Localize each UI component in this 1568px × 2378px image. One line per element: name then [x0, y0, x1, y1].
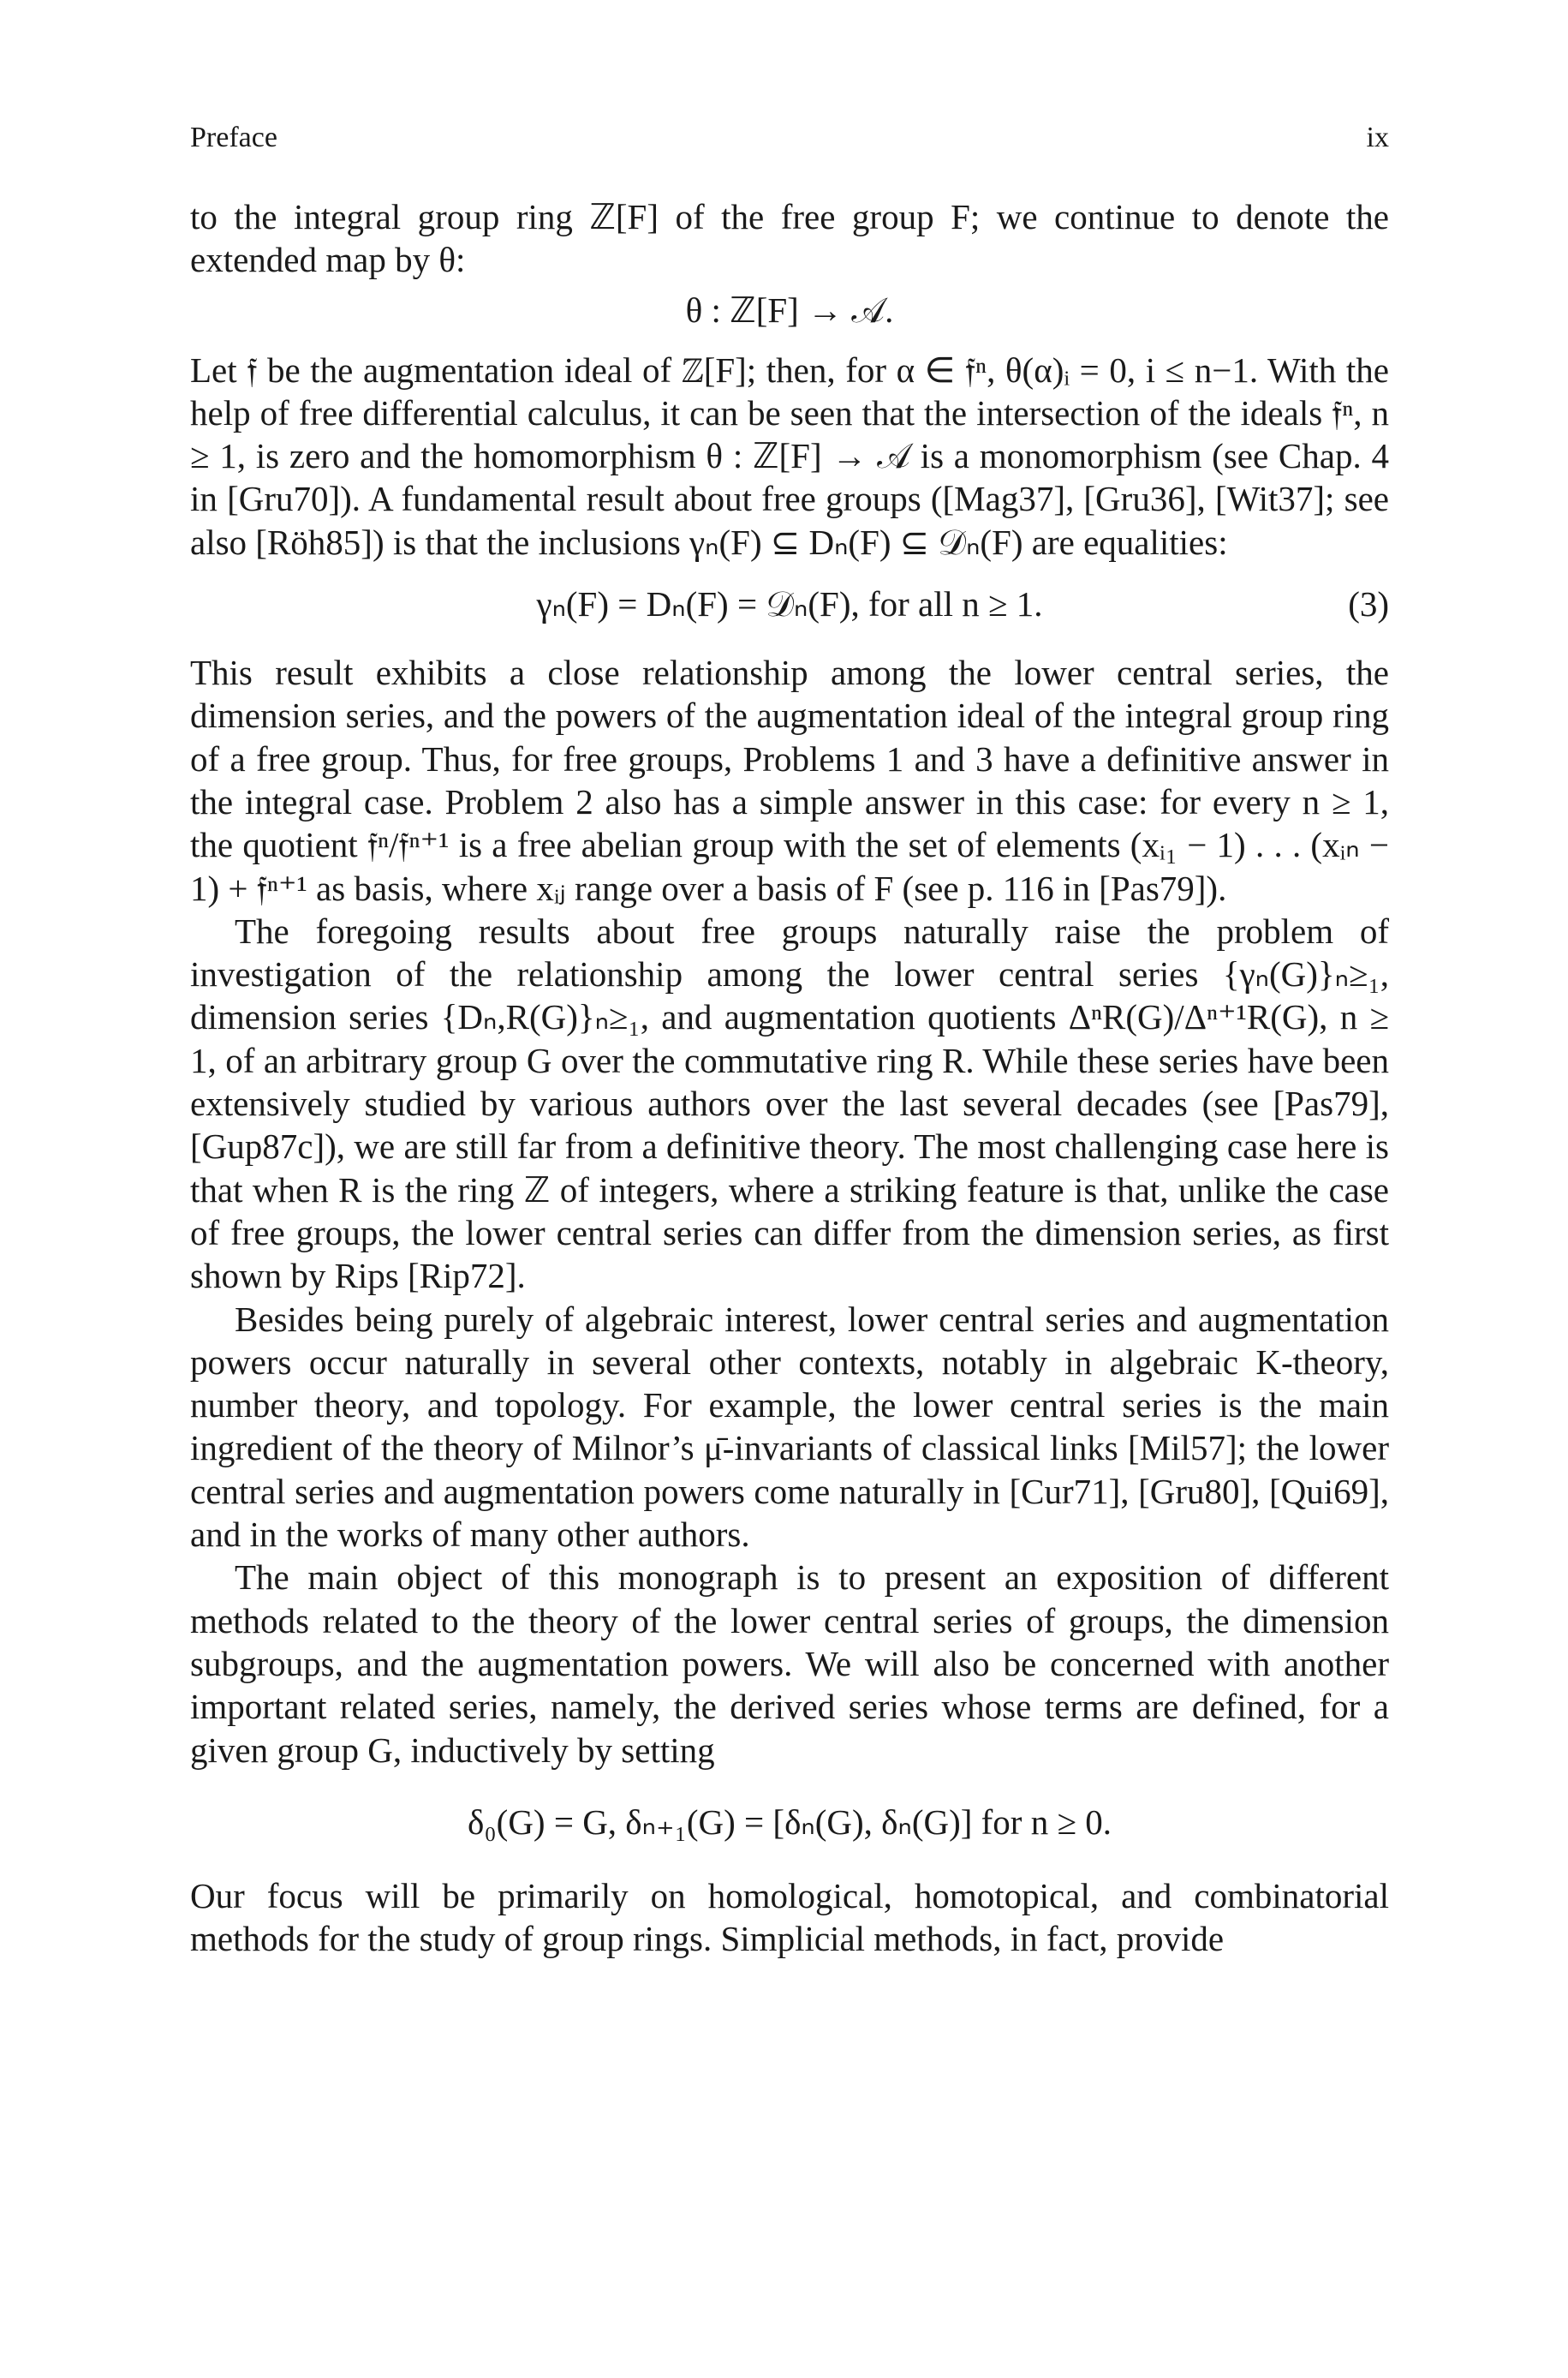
- display-theta-map: θ : ℤ[F] → 𝒜.: [685, 290, 894, 330]
- running-header: [190, 122, 1389, 164]
- paragraph-7: Our focus will be primarily on homological, homotopical, and combinatorial methods for the study of group rings. Simplicial methods, in fact, provide: [190, 1875, 1389, 1959]
- page-number: ix: [1366, 122, 1389, 153]
- paragraph-2: Let 𝔣 be the augmentation ideal of ℤ[F]; then, for α ∈ 𝔣ⁿ, θ(α)ᵢ = 0, i ≤ n−1. With the help of free differential calculus, it can be seen that the intersection of the ideals 𝔣ⁿ, n ≥ 1, is zero and the homomorphism θ : ℤ[F] → 𝒜 is a monomorphism (see Chap. 4 in [Gru70]). A fundamental result about free groups ([Mag37], [Gru36], [Wit37]; see also [Röh85]) is that the inclusions γₙ(F) ⊆ Dₙ(F) ⊆ 𝒟ₙ(F) are equalities:: [190, 350, 1389, 562]
- paragraph-1: to the integral group ring ℤ[F] of the free group F; we continue to denote the extended map by θ:: [190, 197, 1389, 280]
- equation-3-number: (3): [1348, 584, 1389, 624]
- text-body: [190, 195, 1389, 1960]
- equation-3-body: γₙ(F) = Dₙ(F) = 𝒟ₙ(F), for all n ≥ 1.: [536, 584, 1043, 624]
- paragraph-4: The foregoing results about free groups naturally raise the problem of investigation of the relationship among the lower central series {γₙ(G)}ₙ≥₁, dimension series {Dₙ,R(G)}ₙ≥₁, and augmentation quotients ΔⁿR(G)/Δⁿ⁺¹R(G), n ≥ 1, of an arbitrary group G over the commutative ring R. While these series have been extensively studied by various authors over the last several decades (see [Pas79], [Gup87c]), we are still far from a definitive theory. The most challenging case here is that when R is the ring ℤ of integers, where a striking feature is that, unlike the case of free groups, the lower central series can differ from the dimension series, as first shown by Rips [Rip72].: [190, 911, 1389, 1296]
- paragraph-3: This result exhibits a close relationship among the lower central series, the dimension series, and the powers of the augmentation ideal of the integral group ring of a free group. Thus, for free groups, Problems 1 and 3 have a definitive answer in the integral case. Problem 2 also has a simple answer in this case: for every n ≥ 1, the quotient 𝔣ⁿ/𝔣ⁿ⁺¹ is a free abelian group with the set of elements (xᵢ₁ − 1) . . . (xᵢₙ − 1) + 𝔣ⁿ⁺¹ as basis, where xᵢⱼ range over a basis of F (see p. 116 in [Pas79]).: [190, 653, 1389, 908]
- header-title: Preface: [190, 122, 277, 153]
- equation-3: [190, 583, 1389, 625]
- paragraph-6: The main object of this monograph is to present an exposition of different methods related to the theory of the lower central series of groups, the dimension subgroups, and the augmentation powers. We will also be concerned with another important related series, namely, the derived series whose terms are defined, for a given group G, inductively by setting: [190, 1557, 1389, 1770]
- display-derived-series: δ₀(G) = G, δₙ₊₁(G) = [δₙ(G), δₙ(G)] for n ≥ 0.: [468, 1801, 1112, 1842]
- paragraph-5: Besides being purely of algebraic interest, lower central series and augmentation powers occur naturally in several other contexts, notably in algebraic K-theory, number theory, and topology. For example, the lower central series is the main ingredient of the theory of Milnor’s μ̄-invariants of classical links [Mil57]; the lower central series and augmentation powers come naturally in [Cur71], [Gru80], [Qui69], and in the works of many other authors.: [190, 1299, 1389, 1555]
